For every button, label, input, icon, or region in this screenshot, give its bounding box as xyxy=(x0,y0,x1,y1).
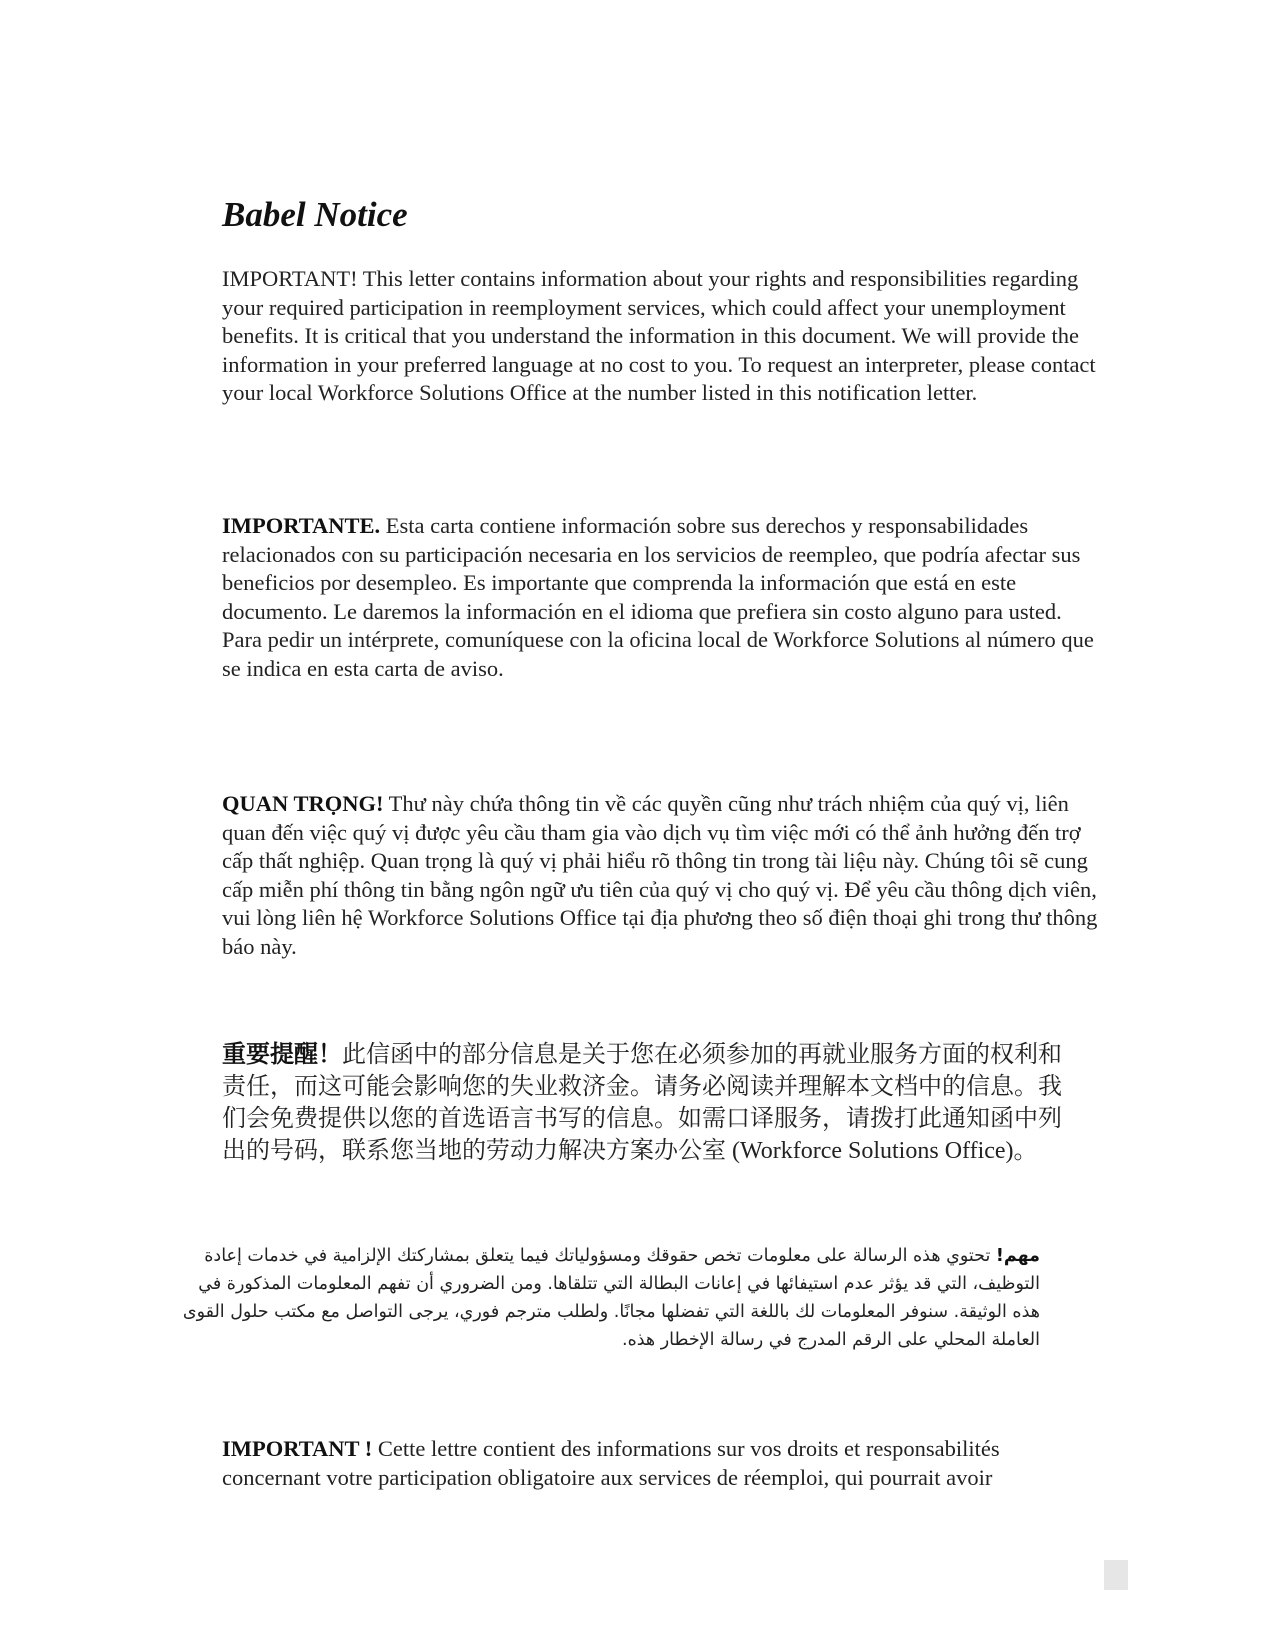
notice-chinese-lead: 重要提醒！ xyxy=(222,1042,342,1068)
page-corner-marker xyxy=(1104,1560,1128,1590)
notice-chinese xyxy=(222,1039,1082,1167)
notice-vietnamese xyxy=(222,790,1102,961)
notice-vietnamese-lead: QUAN TRỌNG! xyxy=(222,791,384,816)
document-title: Babel Notice xyxy=(222,195,408,234)
notice-english-body: IMPORTANT! This letter contains information about your rights and responsibilities regarding your required participation in reemployment services, which could affect your unemployment benefits. It is critical that you understand the information in this document. We will provide the information in your preferred language at no cost to you. To request an interpreter, please contact your local Workforce Solutions Office at the number listed in this notification letter. xyxy=(222,266,1096,405)
notice-arabic xyxy=(180,1242,1040,1354)
notice-french-body: Cette lettre contient des informations sur vos droits et responsabilités concernant votre participation obligatoire aux services de réemploi, qui pourrait avoir xyxy=(222,1436,1000,1490)
notice-english xyxy=(222,265,1102,408)
notice-spanish-lead: IMPORTANTE. xyxy=(222,513,381,538)
notice-french-lead: IMPORTANT ! xyxy=(222,1436,373,1461)
notice-spanish-body: Esta carta contiene información sobre sus derechos y responsabilidades relacionados con su participación necesaria en los servicios de reempleo, que podría afectar sus beneficios por desempleo. Es importante que comprenda la información que está en este documento. Le daremos la información en el idioma que prefiera sin costo alguno para usted. Para pedir un intérprete, comuníquese con la oficina local de Workforce Solutions al número que se indica en esta carta de aviso. xyxy=(222,513,1094,681)
notice-spanish xyxy=(222,512,1102,683)
notice-french xyxy=(222,1435,1102,1493)
notice-chinese-body: 此信函中的部分信息是关于您在必须参加的再就业服务方面的权利和责任，而这可能会影响您的失业救济金。请务必阅读并理解本文档中的信息。我们会免费提供以您的首选语言书写的信息。如需口译服务，请拨打此通知函中列出的号码，联系您当地的劳动力解决方案办公室 (Workforce Solutions Office)。 xyxy=(222,1042,1062,1164)
notice-vietnamese-body: Thư này chứa thông tin về các quyền cũng như trách nhiệm của quý vị, liên quan đến việc quý vị được yêu cầu tham gia vào dịch vụ tìm việc mới có thể ảnh hưởng đến trợ cấp thất nghiệp. Quan trọng là quý vị phải hiểu rõ thông tin trong tài liệu này. Chúng tôi sẽ cung cấp miễn phí thông tin bằng ngôn ngữ ưu tiên của quý vị cho quý vị. Để yêu cầu thông dịch viên, vui lòng liên hệ Workforce Solutions Office tại địa phương theo số điện thoại ghi trong thư thông báo này. xyxy=(222,791,1098,959)
notice-arabic-lead: مهم! xyxy=(995,1246,1040,1266)
notice-arabic-body: تحتوي هذه الرسالة على معلومات تخص حقوقك ومسؤولياتك فيما يتعلق بمشاركتك الإلزامية في خدمات إعادة التوظيف، التي قد يؤثر عدم استيفائها في إعانات البطالة التي تتلقاها. ومن الضروري أن تفهم المعلومات المذكورة في هذه الوثيقة. سنوفر المعلومات لك باللغة التي تفضلها مجانًا. ولطلب مترجم فوري، يرجى التواصل مع مكتب حلول القوى العاملة المحلي على الرقم المدرج في رسالة الإخطار هذه. xyxy=(182,1246,1040,1350)
